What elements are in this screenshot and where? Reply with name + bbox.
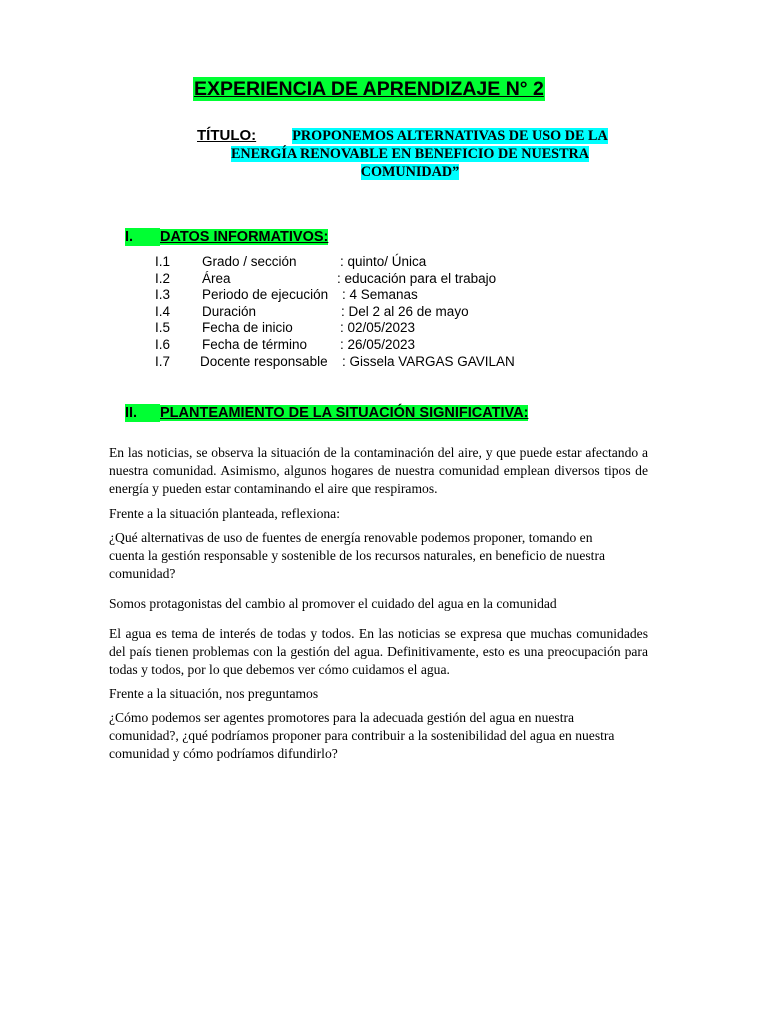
datos-value: : Del 2 al 26 de mayo bbox=[341, 303, 469, 319]
datos-code: I.4 bbox=[155, 303, 171, 319]
datos-label: Grado / sección bbox=[202, 254, 297, 269]
section-2-label: PLANTEAMIENTO DE LA SITUACIÓN SIGNIFICATIVA: bbox=[160, 405, 529, 421]
datos-value: : 02/05/2023 bbox=[340, 320, 416, 336]
datos-label: Periodo de ejecución bbox=[202, 287, 329, 303]
titulo-line-2: ENERGÍA RENOVABLE EN BENEFICIO DE NUESTRA bbox=[230, 146, 590, 162]
datos-label: Área bbox=[202, 270, 231, 286]
paragraph: ¿Cómo podemos ser agentes promotores para la adecuada gestión del agua en nuestra comunidad?, ¿qué podríamos proponer para contribuir a la sostenibilidad del agua en nuestra comunidad y cómo podríamos difundirlo? bbox=[109, 710, 615, 761]
paragraph: En las noticias, se observa la situación de la contaminación del aire, y que puede estar afectando a nuestra comunidad. Asimismo, algunos hogares de nuestra comunidad emplean diversos tipos de energía y pueden estar contaminando el aire que respiramos. bbox=[109, 445, 648, 496]
paragraph: Somos protagonistas del cambio al promover el cuidado del agua en la comunidad bbox=[109, 596, 557, 611]
datos-label: Fecha de inicio bbox=[202, 320, 293, 336]
datos-value: : educación para el trabajo bbox=[337, 270, 497, 286]
titulo-line-1: PROPONEMOS ALTERNATIVAS DE USO DE LA bbox=[292, 128, 608, 144]
datos-code: I.6 bbox=[155, 336, 171, 352]
paragraph: Frente a la situación planteada, reflexiona: bbox=[109, 506, 340, 521]
paragraph: Frente a la situación, nos preguntamos bbox=[109, 686, 319, 701]
datos-label: Docente responsable bbox=[200, 353, 328, 369]
section-1-number: I. bbox=[125, 228, 160, 246]
paragraph: ¿Qué alternativas de uso de fuentes de energía renovable podemos proponer, tomando en cuenta la gestión responsable y sostenible de los recursos naturales, en beneficio de nuestra comunidad? bbox=[109, 530, 606, 581]
datos-code: I.5 bbox=[155, 320, 171, 336]
section-1-label: DATOS INFORMATIVOS: bbox=[160, 229, 329, 245]
section-2-number: II. bbox=[125, 404, 160, 422]
titulo-line-3: COMUNIDAD” bbox=[360, 164, 460, 180]
paragraph: El agua es tema de interés de todas y todos. En las noticias se expresa que muchas comunidades del país tienen problemas con la gestión del agua. Definitivamente, esto es una preocupación para todas y todos, por lo que debemos ver cómo cuidamos el agua. bbox=[109, 626, 648, 677]
datos-value: : 4 Semanas bbox=[342, 287, 418, 303]
section-1-heading bbox=[125, 228, 328, 246]
titulo-label: TÍTULO: bbox=[197, 127, 257, 144]
datos-code: I.7 bbox=[155, 353, 171, 369]
datos-label: Fecha de término bbox=[202, 336, 308, 352]
datos-value: : quinto/ Única bbox=[340, 254, 427, 269]
titulo-text bbox=[205, 127, 615, 181]
datos-code: I.3 bbox=[155, 287, 171, 303]
datos-value: : Gissela VARGAS GAVILAN bbox=[342, 353, 515, 369]
datos-value: : 26/05/2023 bbox=[340, 336, 416, 352]
datos-code: I.2 bbox=[155, 270, 171, 286]
datos-label: Duración bbox=[202, 303, 257, 319]
section-2-heading bbox=[125, 404, 528, 422]
main-title: EXPERIENCIA DE APRENDIZAJE N° 2 bbox=[194, 78, 544, 100]
datos-code: I.1 bbox=[155, 254, 171, 269]
